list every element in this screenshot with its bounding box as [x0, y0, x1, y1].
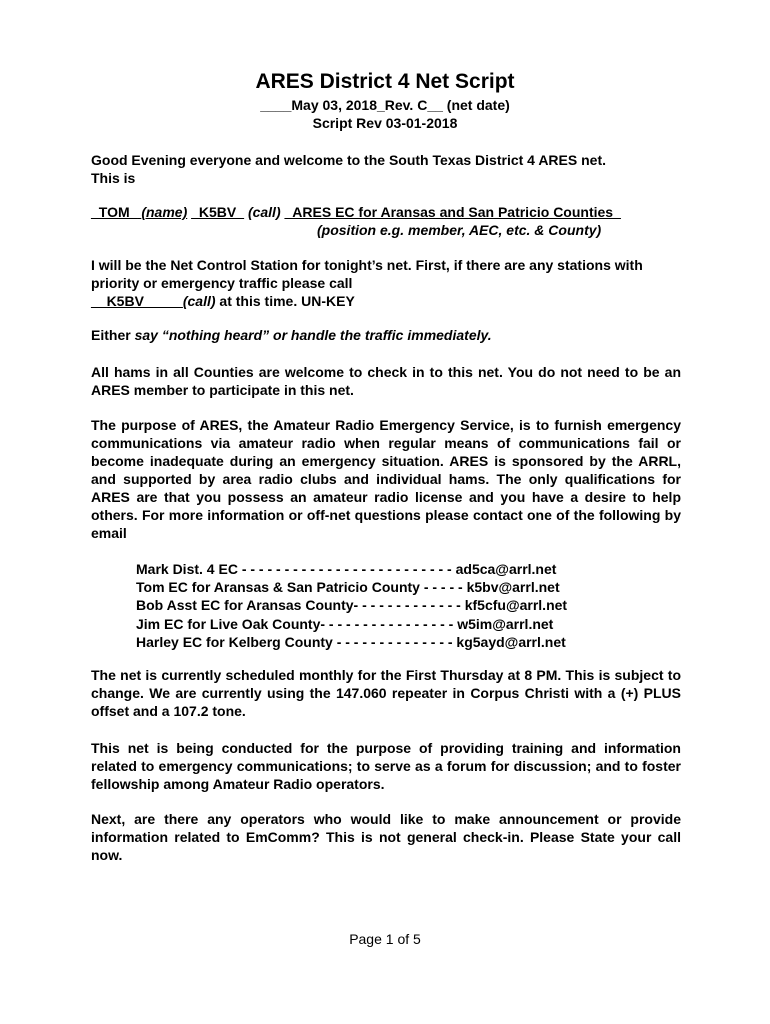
identity-line [91, 203, 681, 221]
purpose-paragraph: The purpose of ARES, the Amateur Radio Emergency Service, is to furnish emergency communications via amateur radio when regular means of communications fail or become inadequate during an emergency situation. ARES is sponsored by the ARRL, and supported by area radio clubs and individual hams. The only qualifications for ARES are that you possess an amateur radio license and you have a desire to help others. For more information or off-net questions please contact one of the following by email [91, 417, 681, 541]
position-field: _ARES EC for Aransas and San Patricio Counties_ [284, 204, 621, 220]
net-date-line [0, 97, 770, 113]
ncs-line-1: I will be the Net Control Station for tonight’s net. First, if there are any stations with [91, 257, 643, 273]
training-paragraph: This net is being conducted for the purpose of providing training and information related to emergency communications; to serve as a forum for discussion; and to foster fellowship among Amateur Radio operators. [91, 740, 681, 792]
ncs-call-field: __K5BV_____ [91, 293, 183, 309]
script-revision: Script Rev 03-01-2018 [312, 115, 458, 131]
contact-item-tom: Tom EC for Aransas & San Patricio County - - - - - k5bv@arrl.net [136, 579, 560, 596]
ncs-call-label: (call) [182, 293, 216, 309]
ncs-line-3 [91, 292, 681, 310]
page-title: ARES District 4 Net Script [255, 70, 515, 93]
call-label: (call) [247, 204, 281, 220]
either-instruction: say “nothing heard” or handle the traffic immediately. [134, 327, 492, 343]
contact-item-jim: Jim EC for Live Oak County- - - - - - - - - - - - - - - - w5im@arrl.net [136, 615, 554, 632]
call-field: _K5BV_ [191, 204, 245, 220]
page-number: Page 1 of 5 [349, 931, 421, 947]
position-hint: (position e.g. member, AEC, etc. & County) [317, 222, 602, 238]
ncs-tail: at this time. UN-KEY [215, 293, 355, 309]
schedule-paragraph: The net is currently scheduled monthly for the First Thursday at 8 PM. This is subject to change. We are currently using the 147.060 repeater in Corpus Christi with a (+) PLUS offset and a 107.2 tone. [91, 667, 681, 719]
greeting [91, 151, 681, 187]
contact-item-harley: Harley EC for Kelberg County - - - - - - - - - - - - - - kg5ayd@arrl.net [136, 633, 566, 650]
contact-list [136, 560, 567, 651]
ncs-line-2: priority or emergency traffic please call [91, 275, 353, 291]
ncs-paragraph [91, 256, 681, 310]
name-field: _TOM_ [91, 204, 138, 220]
identity-block [91, 203, 681, 239]
contact-item-mark: Mark Dist. 4 EC - - - - - - - - - - - - - - - - - - - - - - - - - ad5ca@arrl.net [136, 561, 557, 577]
greeting-line-1: Good Evening everyone and welcome to the South Texas District 4 ARES net. [91, 152, 606, 168]
either-prefix: Either [91, 327, 135, 343]
either-line [91, 326, 681, 344]
contact-item-bob: Bob Asst EC for Aransas County- - - - - - - - - - - - - kf5cfu@arrl.net [136, 597, 568, 614]
all-hams-paragraph: All hams in all Counties are welcome to check in to this net. You do not need to be an ARES member to participate in this net. [91, 364, 681, 398]
net-date-text: May 03, 2018_Rev. C__ (net date) [291, 97, 510, 113]
announcements-paragraph: Next, are there any operators who would like to make announcement or provide information related to EmComm? This is not general check-in. Please State your call now. [91, 811, 681, 863]
greeting-line-2: This is [91, 170, 136, 186]
name-label: (name) [141, 204, 188, 220]
net-date-blank: ____ [260, 97, 292, 113]
